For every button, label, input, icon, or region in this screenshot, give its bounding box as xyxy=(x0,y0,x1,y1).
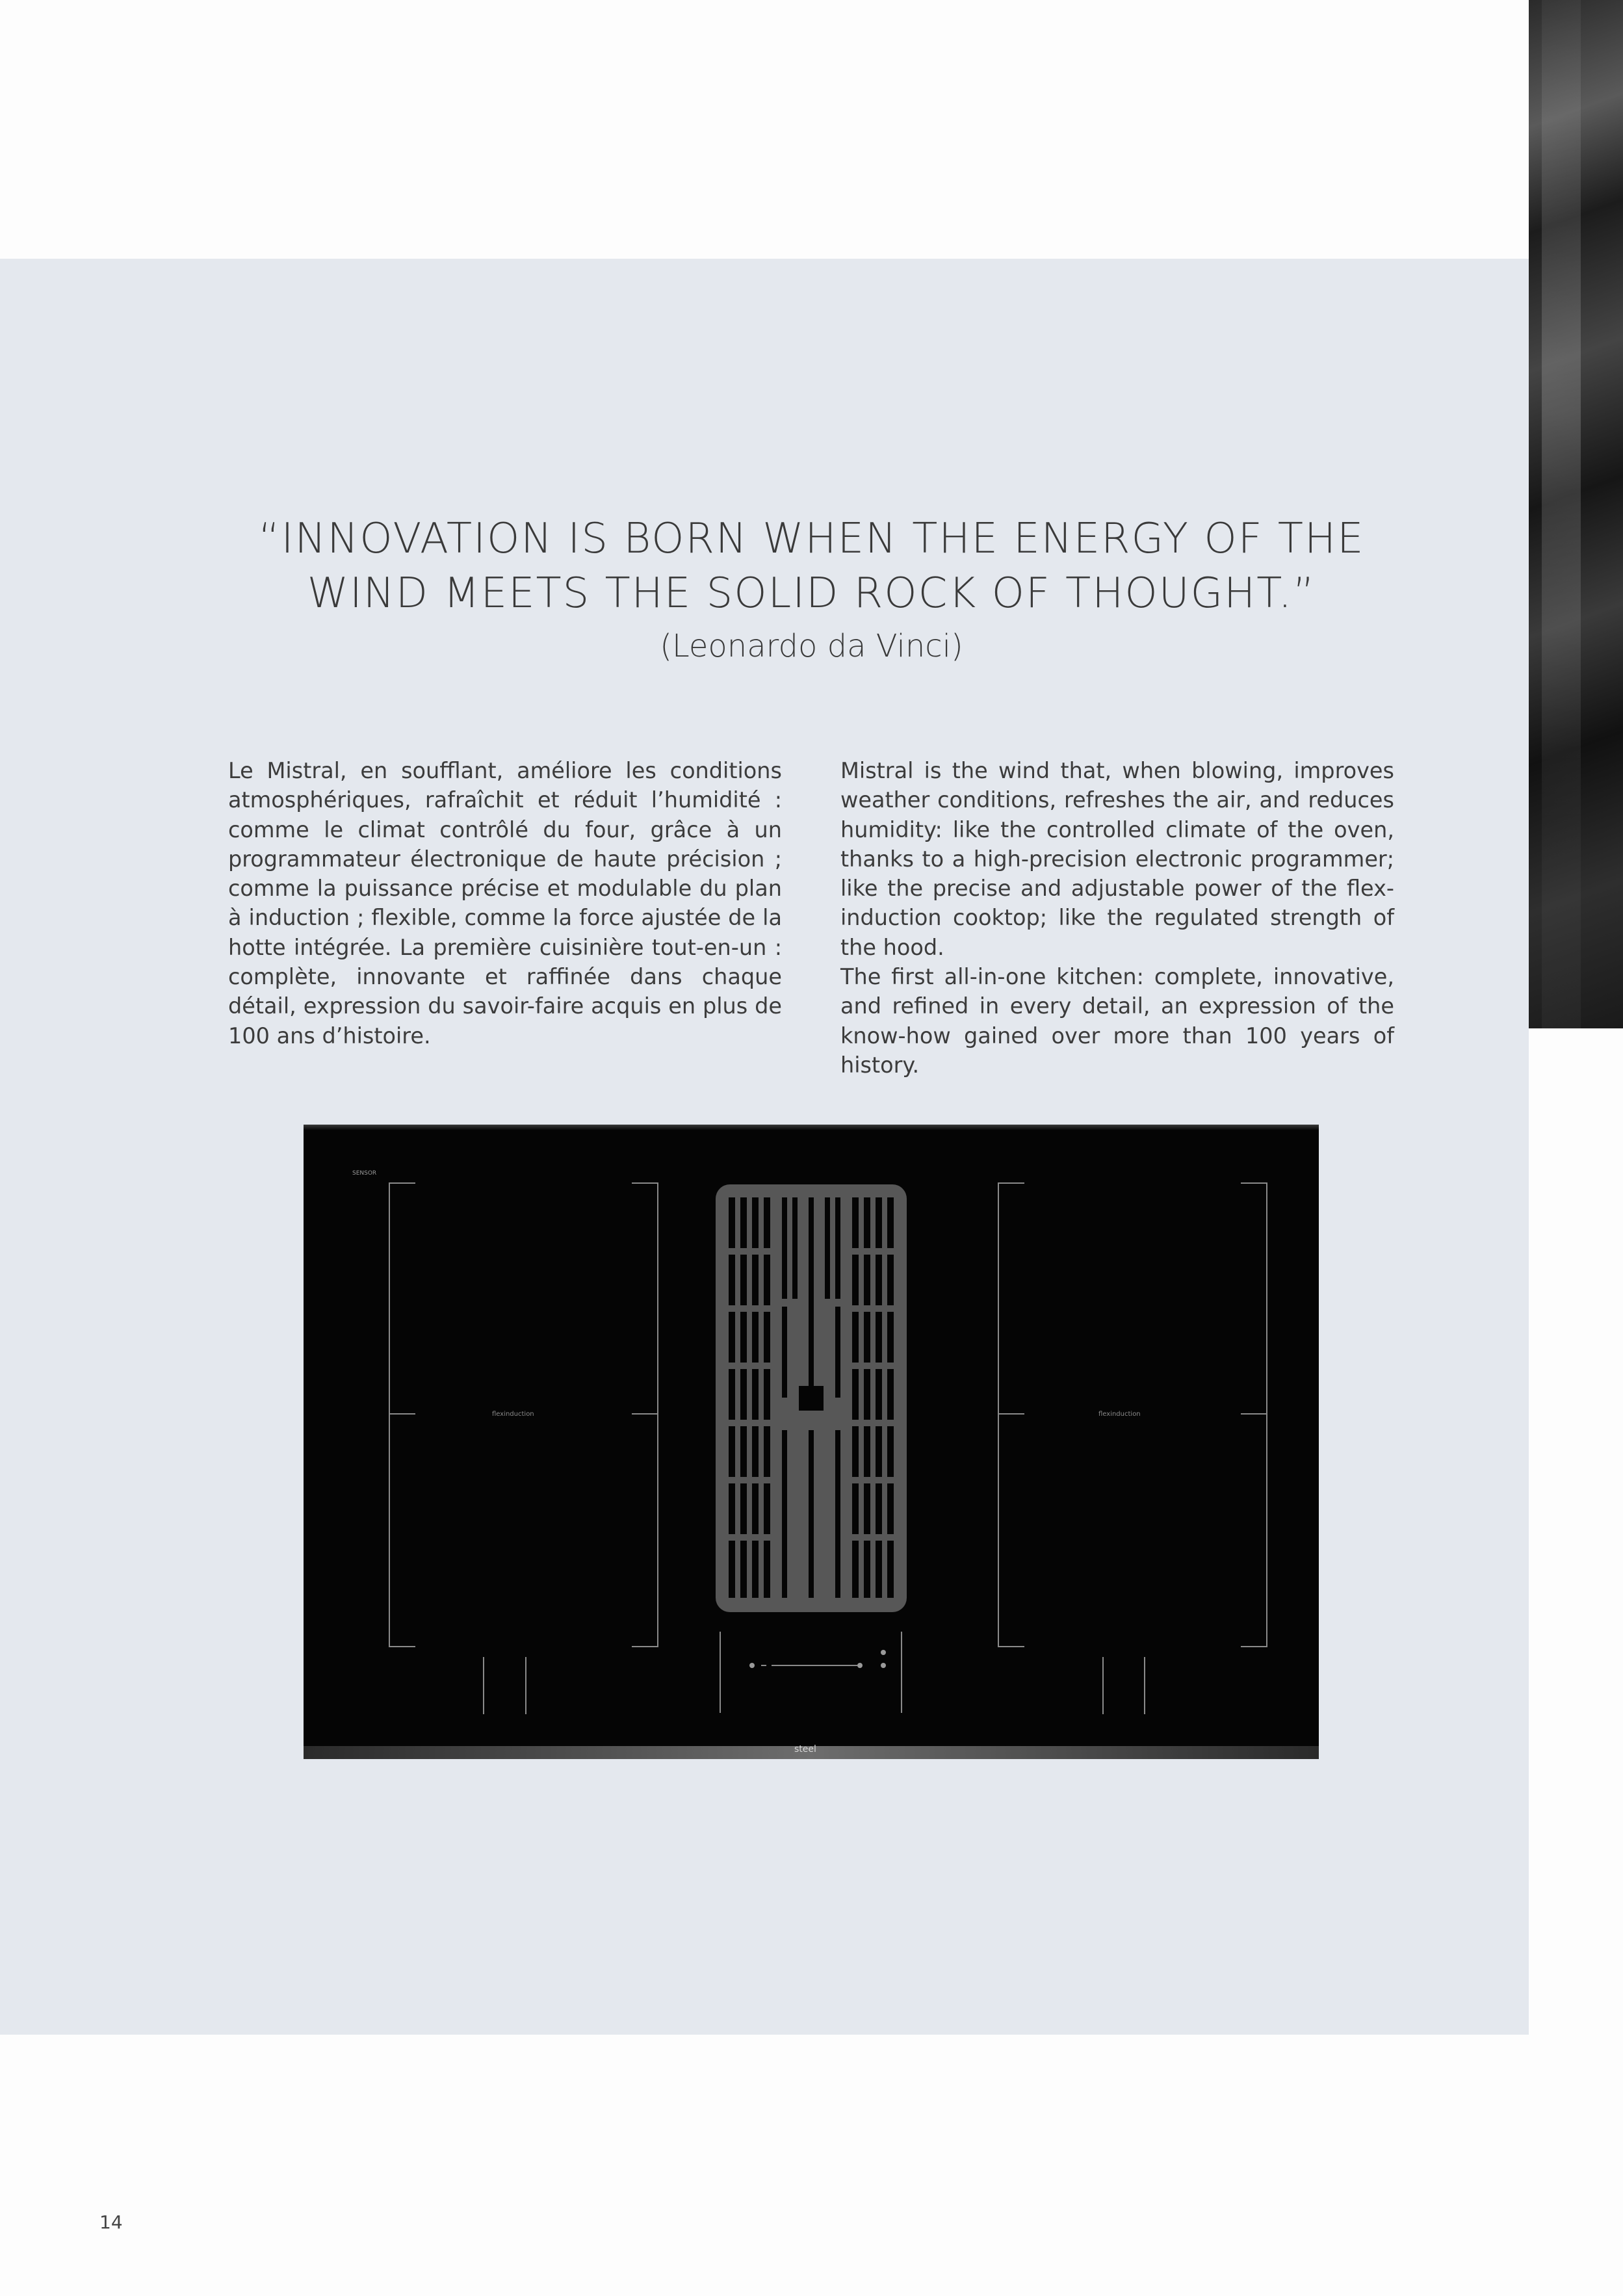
corner-label: SENSOR xyxy=(352,1170,377,1177)
right-zone-label: flexinduction xyxy=(1098,1411,1141,1418)
left-zone-outline xyxy=(389,1183,658,1714)
brand-label: steel xyxy=(794,1744,816,1755)
quote-line-1: “INNOVATION IS BORN WHEN THE ENERGY OF THE xyxy=(258,515,1365,563)
extractor-grille xyxy=(716,1184,907,1612)
english-paragraph: Mistral is the wind that, when blowing, improves weather conditions, refreshes the air, and reduces humidity: like the controlled climate of the oven, thanks to a high-precision electronic programmer; like the precise and adjustable power of the flex-induction cooktop; like the regulated strength of the hood. The first all-in-one kitchen: complete, innovative, and refined in every detail, an expression of the know-how gained over more than 100 years of history. xyxy=(840,758,1394,1078)
control-strip xyxy=(720,1632,902,1713)
quote-line-2: WIND MEETS THE SOLID ROCK OF THOUGHT.” xyxy=(307,569,1316,618)
left-zone-label: flexinduction xyxy=(492,1411,534,1418)
cooktop-image xyxy=(304,1125,1319,1759)
cooktop-drawing xyxy=(304,1125,1319,1759)
quote-attribution: (Leonardo da Vinci) xyxy=(660,628,963,664)
french-paragraph: Le Mistral, en soufflant, améliore les conditions atmosphériques, rafraîchit et réduit l’humidité : comme le climat contrôlé du four, grâce à un programmateur électronique de haute précision ; comme la puissance précise et modulable du plan à induction ; flexible, comme la force ajustée de la hotte intégrée. La première cuisinière tout-en-un : complète, innovante et raffinée dans chaque détail, expression du savoir-faire acquis en plus de 100 ans d’histoire. xyxy=(228,758,782,1049)
photo-sheen xyxy=(1542,0,1581,1028)
side-photo-strip xyxy=(1529,0,1623,1028)
page-number: 14 xyxy=(99,2211,123,2233)
right-zone-outline xyxy=(998,1183,1267,1714)
